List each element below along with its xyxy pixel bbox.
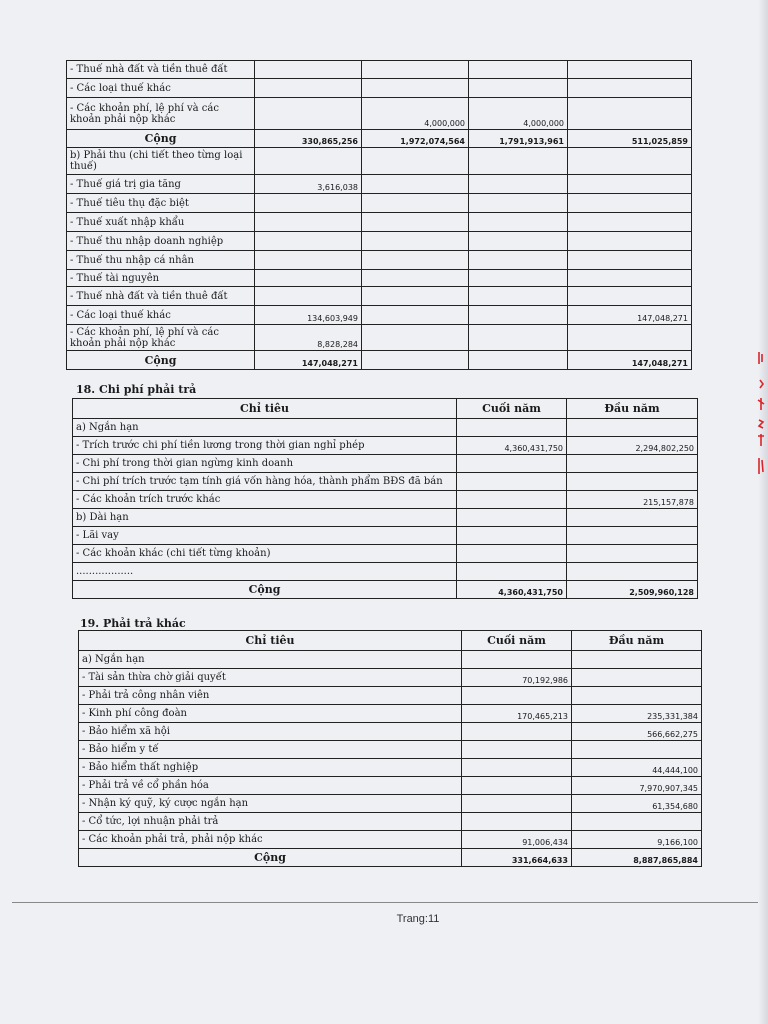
page-number: Trang:11 xyxy=(396,913,440,925)
table-row xyxy=(79,651,702,669)
end-year-cell: 91,006,434 xyxy=(462,831,572,849)
table-row xyxy=(79,705,702,723)
begin-year-cell: 215,157,878 xyxy=(567,491,698,509)
row-label: - Bảo hiểm y tế xyxy=(79,741,462,759)
begin-year-cell xyxy=(572,741,702,759)
row-label: - Tài sản thừa chờ giải quyết xyxy=(79,669,462,687)
table-row xyxy=(73,527,698,545)
total-row xyxy=(73,581,698,599)
amount-cell xyxy=(362,287,469,306)
table-row xyxy=(67,79,692,98)
amount-cell xyxy=(469,306,568,325)
col-header-end-year: Cuối năm xyxy=(462,631,572,651)
amount-cell xyxy=(362,213,469,232)
begin-year-cell xyxy=(567,509,698,527)
tax-table xyxy=(66,60,692,370)
table-row xyxy=(67,61,692,79)
table-row xyxy=(73,455,698,473)
begin-year-cell xyxy=(567,455,698,473)
row-label: - Thuế thu nhập doanh nghiệp xyxy=(67,232,255,251)
amount-cell xyxy=(255,270,362,287)
row-label: - Chi phí trong thời gian ngừng kinh doanh xyxy=(73,455,457,473)
amount-cell xyxy=(255,148,362,175)
row-label: Cộng xyxy=(73,581,457,599)
amount-cell: 3,616,038 xyxy=(255,175,362,194)
table-row xyxy=(79,669,702,687)
amount-cell xyxy=(362,351,469,370)
amount-cell xyxy=(362,306,469,325)
amount-cell: 511,025,859 xyxy=(568,130,692,148)
col-header-indicator: Chỉ tiêu xyxy=(73,399,457,419)
amount-cell: 1,791,913,961 xyxy=(469,130,568,148)
table-row xyxy=(67,175,692,194)
amount-cell xyxy=(568,270,692,287)
row-label: - Bảo hiểm thất nghiệp xyxy=(79,759,462,777)
table-row xyxy=(79,813,702,831)
end-year-cell xyxy=(457,563,567,581)
row-label: a) Ngắn hạn xyxy=(73,419,457,437)
table-row xyxy=(79,777,702,795)
begin-year-cell xyxy=(572,813,702,831)
col-header-begin-year: Đầu năm xyxy=(572,631,702,651)
row-label: - Lãi vay xyxy=(73,527,457,545)
table-row xyxy=(67,251,692,270)
amount-cell xyxy=(469,175,568,194)
amount-cell xyxy=(568,325,692,351)
amount-cell xyxy=(362,194,469,213)
end-year-cell xyxy=(457,455,567,473)
accrued-expenses-table xyxy=(72,398,698,599)
amount-cell xyxy=(362,251,469,270)
amount-cell xyxy=(568,98,692,130)
amount-cell xyxy=(469,287,568,306)
table-row xyxy=(79,723,702,741)
end-year-cell xyxy=(457,527,567,545)
row-label: a) Ngắn hạn xyxy=(79,651,462,669)
begin-year-cell: 8,887,865,884 xyxy=(572,849,702,867)
amount-cell xyxy=(469,351,568,370)
footer-divider xyxy=(12,902,758,903)
amount-cell xyxy=(568,251,692,270)
amount-cell xyxy=(362,79,469,98)
amount-cell: 330,865,256 xyxy=(255,130,362,148)
row-label: Cộng xyxy=(67,351,255,370)
amount-cell xyxy=(469,148,568,175)
row-label: - Cổ tức, lợi nhuận phải trả xyxy=(79,813,462,831)
table-row xyxy=(73,473,698,491)
amount-cell xyxy=(568,148,692,175)
amount-cell: 147,048,271 xyxy=(255,351,362,370)
amount-cell xyxy=(469,194,568,213)
row-label: b) Phải thu (chi tiết theo từng loại thuế) xyxy=(67,148,255,175)
row-label: - Thuế xuất nhập khẩu xyxy=(67,213,255,232)
end-year-cell xyxy=(462,723,572,741)
begin-year-cell: 61,354,680 xyxy=(572,795,702,813)
section-19-title: 19. Phải trả khác xyxy=(80,617,186,630)
row-label: - Bảo hiểm xã hội xyxy=(79,723,462,741)
amount-cell xyxy=(255,232,362,251)
section-18-title: 18. Chi phí phải trả xyxy=(76,383,197,396)
amount-cell xyxy=(469,232,568,251)
begin-year-cell: 44,444,100 xyxy=(572,759,702,777)
table-row xyxy=(79,741,702,759)
end-year-cell xyxy=(457,473,567,491)
table-row xyxy=(67,270,692,287)
amount-cell: 4,000,000 xyxy=(469,98,568,130)
begin-year-cell: 566,662,275 xyxy=(572,723,702,741)
amount-cell xyxy=(469,61,568,79)
end-year-cell xyxy=(457,545,567,563)
table-row xyxy=(67,306,692,325)
begin-year-cell: 7,970,907,345 xyxy=(572,777,702,795)
red-ink-mark-icon xyxy=(756,350,766,480)
table-row xyxy=(67,98,692,130)
amount-cell: 134,603,949 xyxy=(255,306,362,325)
amount-cell xyxy=(255,98,362,130)
begin-year-cell xyxy=(567,473,698,491)
row-label: - Thuế giá trị gia tăng xyxy=(67,175,255,194)
amount-cell xyxy=(255,61,362,79)
table-row xyxy=(73,509,698,527)
row-label: - Các khoản phí, lệ phí và các khoản phải nộp khác xyxy=(67,98,255,130)
amount-cell xyxy=(568,232,692,251)
end-year-cell xyxy=(462,741,572,759)
end-year-cell xyxy=(462,651,572,669)
row-label: - Nhận ký quỹ, ký cược ngắn hạn xyxy=(79,795,462,813)
row-label: Cộng xyxy=(67,130,255,148)
col-header-indicator: Chỉ tiêu xyxy=(79,631,462,651)
begin-year-cell: 2,294,802,250 xyxy=(567,437,698,455)
scan-edge-shadow xyxy=(758,0,768,1024)
amount-cell xyxy=(362,148,469,175)
table-row xyxy=(67,232,692,251)
total-row xyxy=(67,351,692,370)
table-row xyxy=(73,563,698,581)
row-label: - Phải trả về cổ phần hóa xyxy=(79,777,462,795)
total-row xyxy=(67,130,692,148)
row-label: b) Dài hạn xyxy=(73,509,457,527)
end-year-cell xyxy=(457,419,567,437)
end-year-cell xyxy=(457,509,567,527)
amount-cell xyxy=(568,287,692,306)
amount-cell xyxy=(255,213,362,232)
amount-cell xyxy=(469,325,568,351)
begin-year-cell xyxy=(572,687,702,705)
end-year-cell xyxy=(462,795,572,813)
amount-cell xyxy=(362,61,469,79)
row-label: - Các loại thuế khác xyxy=(67,79,255,98)
begin-year-cell xyxy=(572,651,702,669)
row-label: - Các khoản khác (chi tiết từng khoản) xyxy=(73,545,457,563)
row-label: - Phải trả công nhân viên xyxy=(79,687,462,705)
row-label: - Các khoản phí, lệ phí và các khoản phải nộp khác xyxy=(67,325,255,351)
table-row xyxy=(67,213,692,232)
end-year-cell xyxy=(462,687,572,705)
table-row xyxy=(79,759,702,777)
end-year-cell: 170,465,213 xyxy=(462,705,572,723)
row-label: .................. xyxy=(73,563,457,581)
begin-year-cell xyxy=(572,669,702,687)
table-row xyxy=(73,545,698,563)
begin-year-cell xyxy=(567,563,698,581)
begin-year-cell xyxy=(567,527,698,545)
amount-cell xyxy=(469,213,568,232)
row-label: - Thuế thu nhập cá nhân xyxy=(67,251,255,270)
end-year-cell: 70,192,986 xyxy=(462,669,572,687)
amount-cell xyxy=(255,251,362,270)
begin-year-cell: 235,331,384 xyxy=(572,705,702,723)
end-year-cell: 331,664,633 xyxy=(462,849,572,867)
table-row xyxy=(73,419,698,437)
begin-year-cell xyxy=(567,419,698,437)
amount-cell xyxy=(568,194,692,213)
col-header-end-year: Cuối năm xyxy=(457,399,567,419)
amount-cell xyxy=(255,79,362,98)
amount-cell xyxy=(568,79,692,98)
amount-cell xyxy=(568,175,692,194)
row-label: - Kinh phí công đoàn xyxy=(79,705,462,723)
amount-cell xyxy=(469,79,568,98)
amount-cell xyxy=(362,232,469,251)
amount-cell xyxy=(568,61,692,79)
table-row xyxy=(79,795,702,813)
row-label: - Thuế nhà đất và tiền thuê đất xyxy=(67,287,255,306)
begin-year-cell xyxy=(567,545,698,563)
other-payables-table xyxy=(78,630,702,867)
amount-cell: 8,828,284 xyxy=(255,325,362,351)
table-row xyxy=(67,194,692,213)
amount-cell xyxy=(362,175,469,194)
total-row xyxy=(79,849,702,867)
table-row xyxy=(79,687,702,705)
amount-cell xyxy=(362,325,469,351)
amount-cell xyxy=(255,194,362,213)
row-label: - Thuế tiêu thụ đặc biệt xyxy=(67,194,255,213)
amount-cell: 1,972,074,564 xyxy=(362,130,469,148)
amount-cell: 4,000,000 xyxy=(362,98,469,130)
row-label: - Các loại thuế khác xyxy=(67,306,255,325)
amount-cell xyxy=(568,213,692,232)
end-year-cell xyxy=(462,777,572,795)
row-label: - Các khoản phải trả, phải nộp khác xyxy=(79,831,462,849)
end-year-cell xyxy=(462,759,572,777)
end-year-cell xyxy=(457,491,567,509)
table-row xyxy=(73,437,698,455)
col-header-begin-year: Đầu năm xyxy=(567,399,698,419)
table-row xyxy=(73,491,698,509)
amount-cell xyxy=(469,251,568,270)
table-row xyxy=(67,325,692,351)
amount-cell: 147,048,271 xyxy=(568,306,692,325)
amount-cell xyxy=(469,270,568,287)
end-year-cell: 4,360,431,750 xyxy=(457,437,567,455)
row-label: - Chi phí trích trước tạm tính giá vốn hàng hóa, thành phẩm BĐS đã bán xyxy=(73,473,457,491)
amount-cell xyxy=(362,270,469,287)
row-label: - Thuế nhà đất và tiền thuê đất xyxy=(67,61,255,79)
table-row xyxy=(67,148,692,175)
table-row xyxy=(67,287,692,306)
row-label: - Trích trước chi phí tiền lương trong thời gian nghỉ phép xyxy=(73,437,457,455)
row-label: - Thuế tài nguyên xyxy=(67,270,255,287)
amount-cell: 147,048,271 xyxy=(568,351,692,370)
row-label: Cộng xyxy=(79,849,462,867)
row-label: - Các khoản trích trước khác xyxy=(73,491,457,509)
table-row xyxy=(79,831,702,849)
amount-cell xyxy=(255,287,362,306)
end-year-cell: 4,360,431,750 xyxy=(457,581,567,599)
end-year-cell xyxy=(462,813,572,831)
begin-year-cell: 9,166,100 xyxy=(572,831,702,849)
begin-year-cell: 2,509,960,128 xyxy=(567,581,698,599)
